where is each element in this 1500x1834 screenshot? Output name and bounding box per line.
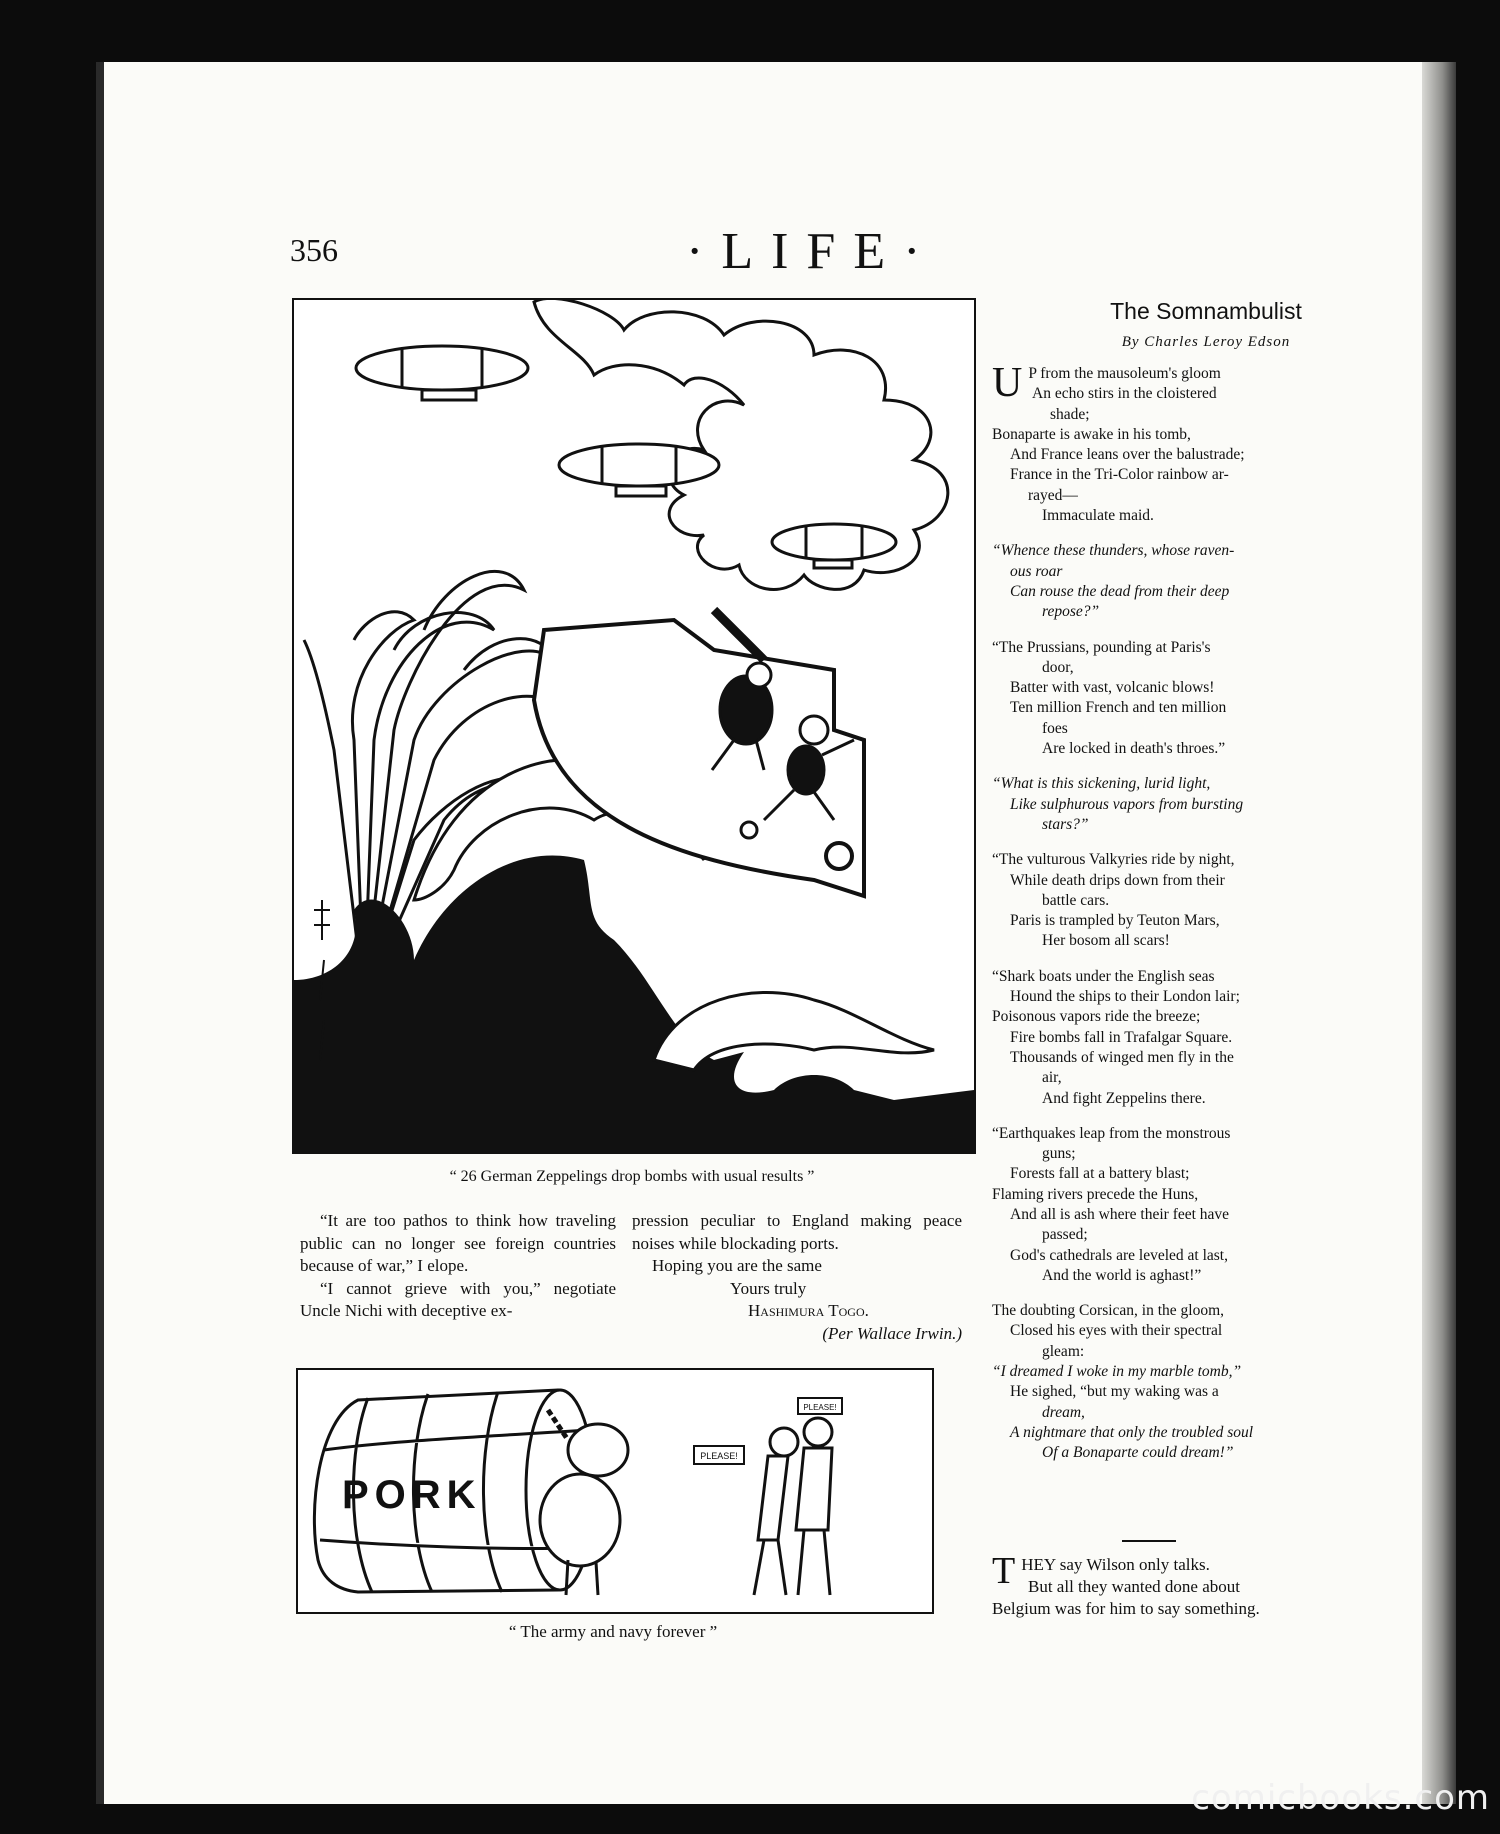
poem-line: “The Prussians, pounding at Paris's [992, 638, 1211, 656]
poem-line: Thousands of winged men fly in the [1010, 1048, 1234, 1066]
soldier-and-sailor-figures [754, 1418, 832, 1595]
magazine-page [96, 62, 1456, 1804]
poem-line: stars?” [1042, 815, 1089, 833]
page-binding-shadow [96, 62, 104, 1804]
article-paragraph: “It are too pathos to think how traveling public can no longer see foreign countries because of war,” I elope. [300, 1211, 616, 1275]
poem-line: gleam: [1042, 1342, 1085, 1360]
poem-byline: By Charles Leroy Edson [1121, 334, 1291, 350]
article-signature: Hashimura Togo. [748, 1301, 869, 1320]
poem-line: shade; [1050, 405, 1090, 423]
poem-line: God's cathedrals are leveled at last, [1010, 1246, 1228, 1264]
poem-line: air, [1042, 1069, 1062, 1087]
wilson-line: HEY say Wilson only talks. [1021, 1555, 1210, 1574]
poem-line: repose?” [1042, 603, 1100, 621]
wilson-note [992, 1550, 1426, 1620]
poem-line: And France leans over the balustrade; [1010, 446, 1245, 464]
article-column-right [632, 1210, 962, 1345]
poem-line: dream, [1042, 1403, 1085, 1421]
poem-line: “Earthquakes leap from the monstrous [992, 1124, 1231, 1142]
speech-text-please-left: PLEASE! [700, 1451, 738, 1461]
wilson-line: Belgium was for him to say something. [992, 1599, 1260, 1618]
poem-line: door, [1042, 658, 1074, 676]
zeppelin-cartoon-caption: “ 26 German Zeppelings drop bombs with usual results ” [449, 1168, 815, 1185]
zeppelin-cartoon-drawing [294, 300, 974, 1152]
poem-line: battle cars. [1042, 891, 1110, 909]
masthead-title: ·LIFE· [686, 223, 939, 280]
poem-line: Closed his eyes with their spectral [1010, 1322, 1223, 1340]
poem-line: A nightmare that only the troubled soul [1010, 1423, 1254, 1441]
ship-emblem [741, 822, 757, 838]
poem-line: Batter with vast, volcanic blows! [1010, 679, 1215, 697]
poem-line: passed; [1042, 1226, 1088, 1244]
pork-barrel-cartoon [296, 1368, 934, 1614]
poem-title: The Somnambulist [1110, 298, 1302, 324]
poem-line: “I dreamed I woke in my marble tomb,” [992, 1363, 1242, 1381]
poem-line: Immaculate maid. [1042, 507, 1154, 525]
porthole [826, 843, 852, 869]
poem-stanza [992, 967, 1426, 1109]
site-watermark: comicbooks.com [1191, 1778, 1490, 1818]
speech-text-please-right: PLEASE! [803, 1403, 837, 1412]
article-closing: Yours truly [730, 1278, 807, 1298]
poem-stanza [992, 1301, 1426, 1463]
poem-stanza [992, 638, 1426, 760]
poem-body [992, 360, 1426, 1479]
poem-stanza [992, 774, 1426, 835]
pork-barrel-drawing [298, 1370, 932, 1612]
poem-line: “What is this sickening, lurid light, [992, 775, 1211, 793]
poem-line: foes [1042, 719, 1068, 737]
poem-line: And all is ash where their feet have [1010, 1205, 1230, 1223]
poem-line: Poisonous vapors ride the breeze; [992, 1008, 1201, 1026]
poem-line: Hound the ships to their London lair; [1010, 988, 1240, 1006]
article-hoping-line: Hoping you are the same [652, 1256, 822, 1275]
wilson-dropcap: T [992, 1550, 1016, 1592]
section-divider [1122, 1540, 1176, 1542]
article-paragraph: “I cannot grieve with you,” negotiate Uncle Nichi with deceptive ex- [300, 1278, 616, 1320]
poem-line: Forests fall at a battery blast; [1010, 1165, 1190, 1183]
poem-stanza [992, 850, 1426, 951]
poem-line: Like sulphurous vapors from bursting [1010, 795, 1244, 813]
poem-dropcap: U [992, 360, 1023, 406]
poem-line: Her bosom all scars! [1042, 932, 1170, 950]
page-number: 356 [290, 232, 338, 268]
poem-line: Ten million French and ten million [1010, 699, 1227, 717]
wilson-line: But all they wanted done about [1028, 1577, 1240, 1596]
poem-line: “The vulturous Valkyries ride by night, [992, 851, 1235, 869]
poem-line: Paris is trampled by Teuton Mars, [1010, 912, 1220, 930]
poem-line: France in the Tri-Color rainbow ar- [1010, 466, 1229, 484]
article-credit: (Per Wallace Irwin.) [822, 1323, 962, 1343]
article-paragraph: pression peculiar to England making peace noises while blockading ports. [632, 1211, 962, 1253]
poem-line: He sighed, “but my waking was a [1010, 1383, 1219, 1401]
poem-line: An echo stirs in the cloistered [1032, 385, 1217, 403]
poem-stanza [992, 1124, 1426, 1286]
wave-foam [654, 993, 934, 1071]
pork-label: PORK [342, 1473, 482, 1517]
poem-line: While death drips down from their [1010, 871, 1225, 889]
poem-line: rayed— [1028, 486, 1078, 504]
pork-cartoon-caption: “ The army and navy forever ” [508, 1622, 718, 1641]
poem-line: ous roar [1010, 562, 1063, 580]
poem-line: And fight Zeppelins there. [1042, 1089, 1206, 1107]
zeppelin-cartoon [292, 298, 976, 1154]
poem-line: Of a Bonaparte could dream!” [1042, 1444, 1234, 1462]
poem-line: Can rouse the dead from their deep [1010, 582, 1230, 600]
poem-line: “Whence these thunders, whose raven- [992, 542, 1235, 560]
poem-line: Bonaparte is awake in his tomb, [992, 425, 1191, 443]
poem-line: The doubting Corsican, in the gloom, [992, 1302, 1225, 1320]
poem-line: And the world is aghast!” [1042, 1266, 1202, 1284]
zeppelin-1 [356, 346, 528, 400]
poem-line: “Shark boats under the English seas [992, 967, 1215, 985]
poem-stanza [992, 360, 1426, 526]
poem-stanza [992, 541, 1426, 622]
poem-line: P from the mausoleum's gloom [1028, 365, 1221, 382]
poem-line: Fire bombs fall in Trafalgar Square. [1010, 1028, 1233, 1046]
poem-line: Flaming rivers precede the Huns, [992, 1185, 1199, 1203]
article-column-left [300, 1210, 616, 1323]
poem-line: Are locked in death's throes.” [1042, 740, 1226, 758]
poem-line: guns; [1042, 1145, 1076, 1163]
